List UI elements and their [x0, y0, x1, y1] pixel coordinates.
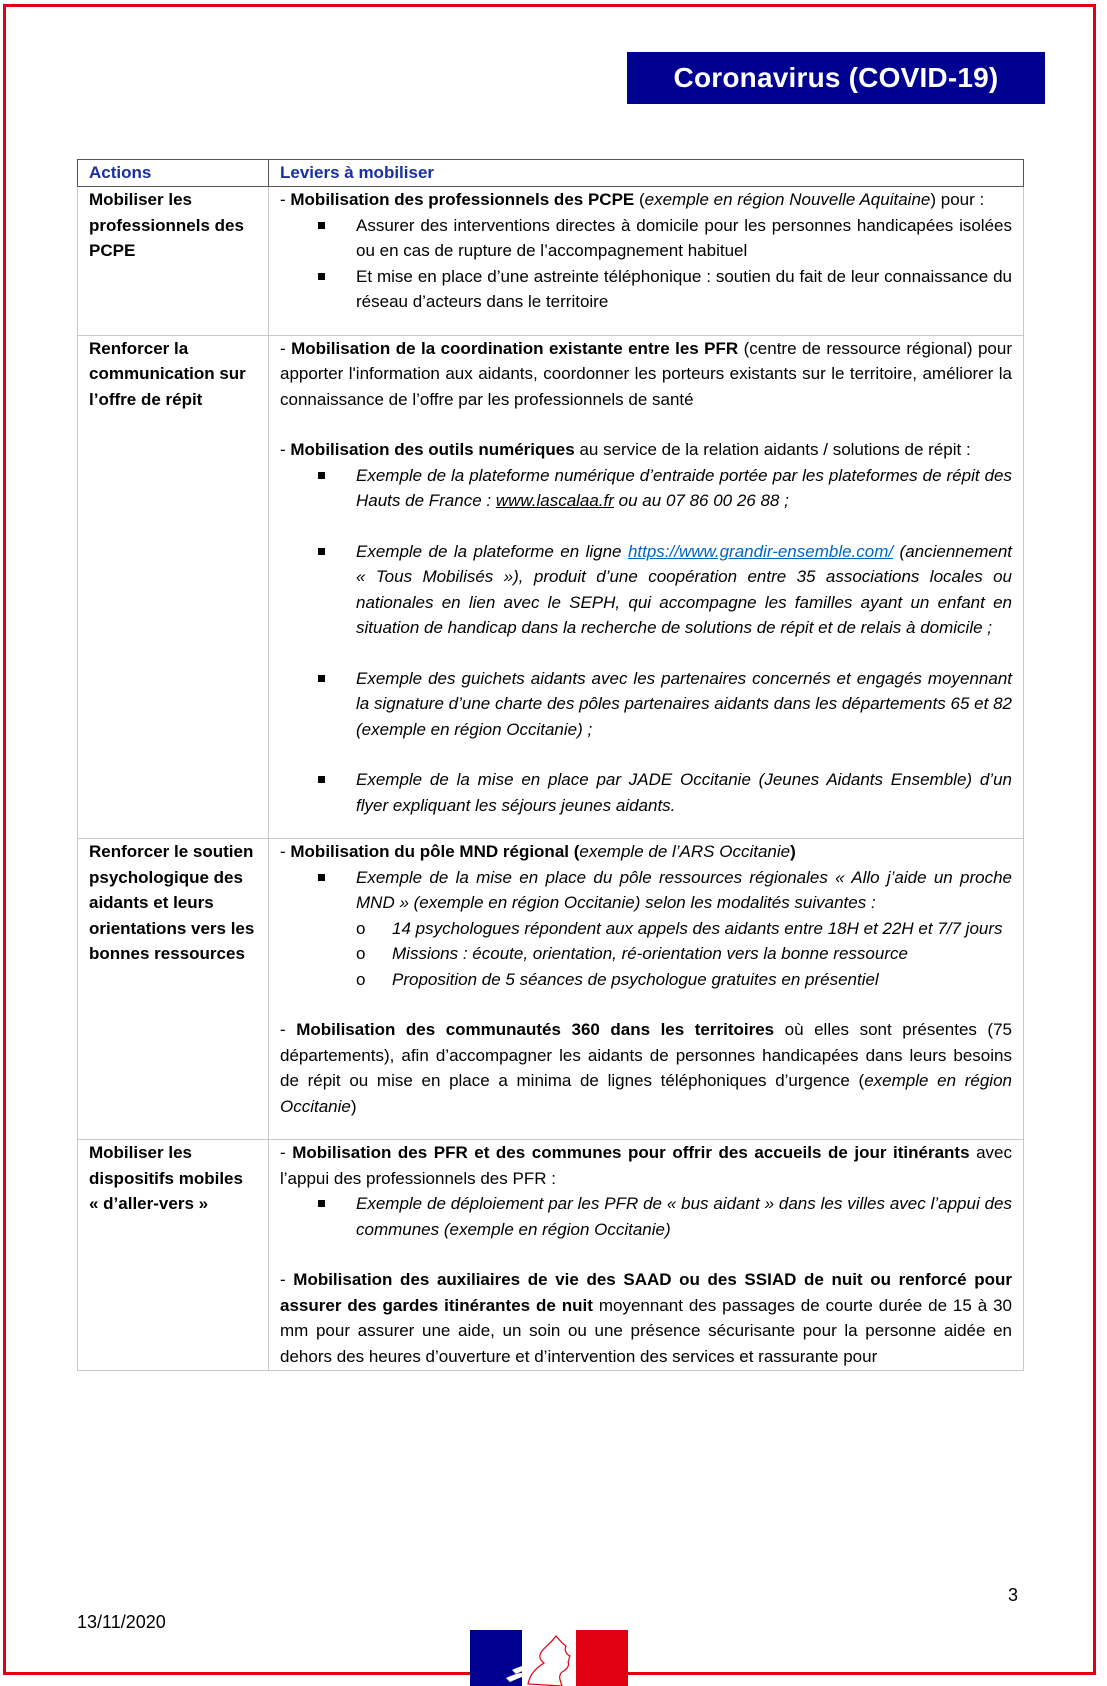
action-cell: Renforcer la communication sur l’offre de répit [78, 335, 269, 839]
lever-paragraph: - Mobilisation des outils numériques au service de la relation aidants / solutions de répit : [280, 440, 971, 459]
sub-list-item: o Missions : écoute, orientation, ré-orientation vers la bonne ressource [392, 941, 1012, 967]
lever-paragraph: - Mobilisation des communautés 360 dans les territoires où elles sont présentes (75 départements), afin d’accompagner les aidants de personnes handicapées dans leurs besoins de répit ou mise en place a minima de lignes téléphoniques d’urgence (exemple en région Occitanie) [280, 1020, 1012, 1116]
document-date: 13/11/2020 [77, 1612, 166, 1632]
table-row [78, 335, 1024, 839]
action-cell: Mobiliser les dispositifs mobiles « d’aller-vers » [78, 1140, 269, 1371]
lever-paragraph: - Mobilisation des auxiliaires de vie des SAAD ou des SSIAD de nuit ou renforcé pour assurer des gardes itinérantes de nuit moyennant des passages de courte durée de 15 à 30 mm pour assurer une aide, un soin ou une présence sécurisante pour la personne aidée en dehors des heures d’ouverture et d’intervention des services et rassurante pour [280, 1270, 1012, 1366]
sub-list [356, 916, 1012, 993]
levers-cell [269, 1140, 1024, 1371]
levers-table [77, 159, 1024, 1371]
grandir-ensemble-link[interactable]: https://www.grandir-ensemble.com/ [627, 541, 894, 561]
list-item: Exemple de la plateforme en ligne https://www.grandir-ensemble.com/ (anciennement « Tous Mobilisés »), produit d’une coopération entre 35 associations locales ou nationales en lien avec le SEPH, qui accompagne les familles ayant un enfant en situation de handicap dans la recherche de solutions de répit et de relais à domicile ; [356, 539, 1012, 641]
lever-paragraph: - Mobilisation du pôle MND régional (exemple de l’ARS Occitanie) [280, 842, 796, 861]
table-row [78, 1140, 1024, 1371]
page-title-banner [627, 52, 1045, 104]
column-header-levers: Leviers à mobiliser [269, 160, 1024, 187]
table-row [78, 839, 1024, 1140]
page-title: Coronavirus (COVID-19) [673, 62, 999, 93]
marianne-logo-icon [470, 1630, 628, 1686]
bullet-list [280, 1191, 1012, 1242]
levers-cell [269, 187, 1024, 336]
sub-list-item: o 14 psychologues répondent aux appels des aidants entre 18H et 22H et 7/7 jours [392, 916, 1012, 942]
list-item: Exemple de la plateforme numérique d’entraide portée par les plateformes de répit des Hauts de France : www.lascalaa.fr ou au 07 86 00 26 88 ; [356, 463, 1012, 514]
lever-paragraph: - Mobilisation des PFR et des communes pour offrir des accueils de jour itinérants avec l’appui des professionnels des PFR : [280, 1143, 1012, 1188]
bullet-list [280, 213, 1012, 315]
table-row [78, 187, 1024, 336]
list-item: Exemple des guichets aidants avec les partenaires concernés et engagés moyennant la signature d’une charte des pôles partenaires aidants dans les départements 65 et 82 (exemple en région Occitanie) ; [356, 666, 1012, 743]
action-cell: Renforcer le soutien psychologique des aidants et leurs orientations vers les bonnes ressources [78, 839, 269, 1140]
list-item: Exemple de la mise en place par JADE Occitanie (Jeunes Aidants Ensemble) d’un flyer expliquant les séjours jeunes aidants. [356, 767, 1012, 818]
bullet-list [280, 463, 1012, 819]
list-item: Assurer des interventions directes à domicile pour les personnes handicapées isolées ou en cas de rupture de l’accompagnement habituel [356, 213, 1012, 264]
bullet-list [280, 865, 1012, 993]
levers-cell [269, 839, 1024, 1140]
lever-paragraph: - Mobilisation de la coordination existante entre les PFR (centre de ressource régional) pour apporter l'information aux aidants, coordonner les porteurs existants sur le territoire, améliorer la connaissance de l’offre par les professionnels de santé [280, 338, 1012, 409]
list-item: Et mise en place d’une astreinte téléphonique : soutien du fait de leur connaissance du réseau d’acteurs dans le territoire [356, 264, 1012, 315]
action-cell: Mobiliser les professionnels des PCPE [78, 187, 269, 336]
table-header-row [78, 160, 1024, 187]
list-item: Exemple de la mise en place du pôle ressources régionales « Allo j’aide un proche MND » (exemple en région Occitanie) selon les modalités suivantes : o 14 psychologues répondent aux appels des aidants entre 18H et 22H et 7/7 jours o Missions : écoute, orientation, ré-orientation vers la bonne ressource o Proposition de 5 séances de psychologue gratuites en présentiel [356, 865, 1012, 993]
lascalaa-link[interactable]: www.lascalaa.fr [495, 491, 614, 510]
list-item: Exemple de déploiement par les PFR de « bus aidant » dans les villes avec l’appui des communes (exemple en région Occitanie) [356, 1191, 1012, 1242]
column-header-actions: Actions [78, 160, 269, 187]
sub-list-item: o Proposition de 5 séances de psychologue gratuites en présentiel [392, 967, 1012, 993]
levers-cell [269, 335, 1024, 839]
page-number: 3 [1008, 1585, 1019, 1605]
lever-paragraph: - Mobilisation des professionnels des PCPE (exemple en région Nouvelle Aquitaine) pour : [280, 190, 985, 209]
